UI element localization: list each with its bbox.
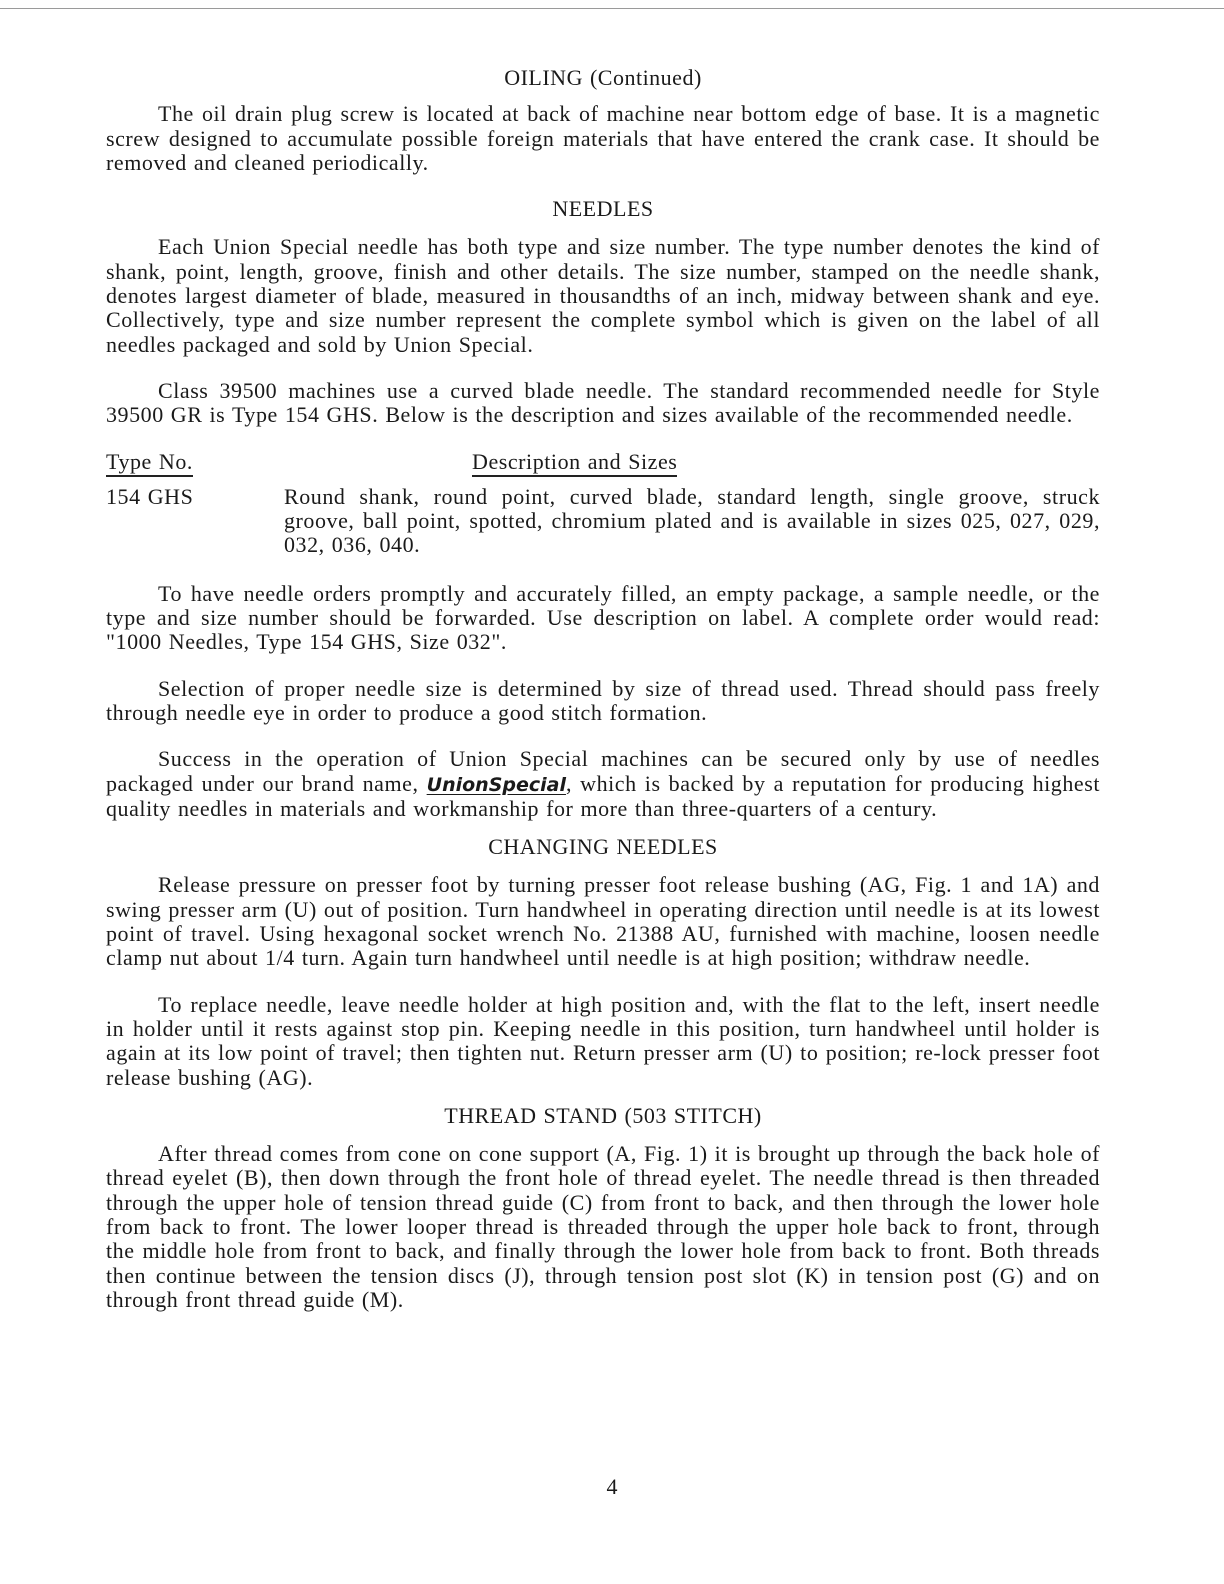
manual-page [106, 66, 1100, 1334]
oiling-paragraph: The oil drain plug screw is located at back of machine near bottom edge of base. It is a magnetic screw designed to accumulate possible foreign materials that have entered the crank case. It should be removed and cleaned periodically. [106, 101, 1100, 175]
thread-stand-heading: THREAD STAND (503 STITCH) [444, 1102, 762, 1128]
changing-needles-paragraph-2: To replace needle, leave needle holder at high position and, with the flat to the left, insert needle in holder until it rests against stop pin. Keeping needle in this position, turn handwheel until holder is again at its low point of travel; then tighten nut. Return presser arm (U) to position; re-lock presser foot release bushing (AG). [106, 991, 1100, 1090]
needles-paragraph-5 [106, 747, 1100, 821]
needle-table [106, 450, 1100, 558]
type-number-header: Type No. [106, 450, 193, 477]
needle-table-header [106, 450, 1100, 477]
needles-paragraph-5-end: , which is backed by a reputation for producing highest quality needles in materials and workmanship for more than three-quarters of a century. [106, 770, 1100, 821]
needle-table-row [106, 485, 1100, 558]
needles-paragraph-4: Selection of proper needle size is determined by size of thread used. Thread should pass freely through needle eye in order to produce a good stitch formation. [106, 675, 1100, 725]
needles-paragraph-2: Class 39500 machines use a curved blade needle. The standard recommended needle for Style 39500 GR is Type 154 GHS. Below is the description and sizes available of the recommended needle. [106, 377, 1100, 428]
description-header: Description and Sizes [472, 450, 677, 477]
needle-type-cell: 154 GHS [106, 483, 194, 509]
needle-description-cell: Round shank, round point, curved blade, standard length, single groove, struck groove, ball point, spotted, chromium plated and is available in sizes 025, 027, 029, 032, 036, 040. [284, 483, 1100, 558]
needles-heading: NEEDLES [552, 196, 654, 222]
needles-paragraph-5-start: Success in the operation of Union Special machines can be secured only by use of needles packaged under our brand name, [106, 746, 1100, 796]
union-special-brand-logo: UnionSpecial [426, 773, 566, 796]
needles-paragraph-1: Each Union Special needle has both type and size number. The type number denotes the kind of shank, point, length, groove, finish and other details. The size number, stamped on the needle shank, denotes largest diameter of blade, measured in thousandths of an inch, midway between shank and eye. Collectively, type and size number represent the complete symbol which is given on the label of all needles packaged and sold by Union Special. [106, 234, 1100, 357]
changing-needles-paragraph-1: Release pressure on presser foot by turning presser foot release bushing (AG, Fig. 1 and 1A) and swing presser arm (U) out of position. Turn handwheel in operating direction until needle is at its lowest point of travel. Using hexagonal socket wrench No. 21388 AU, furnished with machine, loosen needle clamp nut about 1/4 turn. Again turn handwheel until needle is at high position; withdraw needle. [106, 872, 1100, 971]
oiling-heading: OILING (Continued) [504, 65, 702, 90]
page-number: 4 [606, 1474, 618, 1499]
changing-needles-heading: CHANGING NEEDLES [488, 834, 718, 860]
thread-stand-paragraph: After thread comes from cone on cone support (A, Fig. 1) it is brought up through the back hole of thread eyelet (B), then down through the front hole of thread eyelet. The needle thread is then threaded through the upper hole of tension thread guide (C) from front to back, and then through the lower hole from back to front. The lower looper thread is threaded through the upper hole back to front, through the middle hole from front to back, and finally through the lower hole from back to front. Both threads then continue between the tension discs (J), through tension post slot (K) in tension post (G) and on through front thread guide (M). [106, 1141, 1100, 1312]
top-edge-rule [0, 8, 1224, 9]
needles-paragraph-3: To have needle orders promptly and accurately filled, an empty package, a sample needle, or the type and size number should be forwarded. Use description on label. A complete order would read: "1000 Needles, Type 154 GHS, Size 032". [106, 580, 1100, 655]
